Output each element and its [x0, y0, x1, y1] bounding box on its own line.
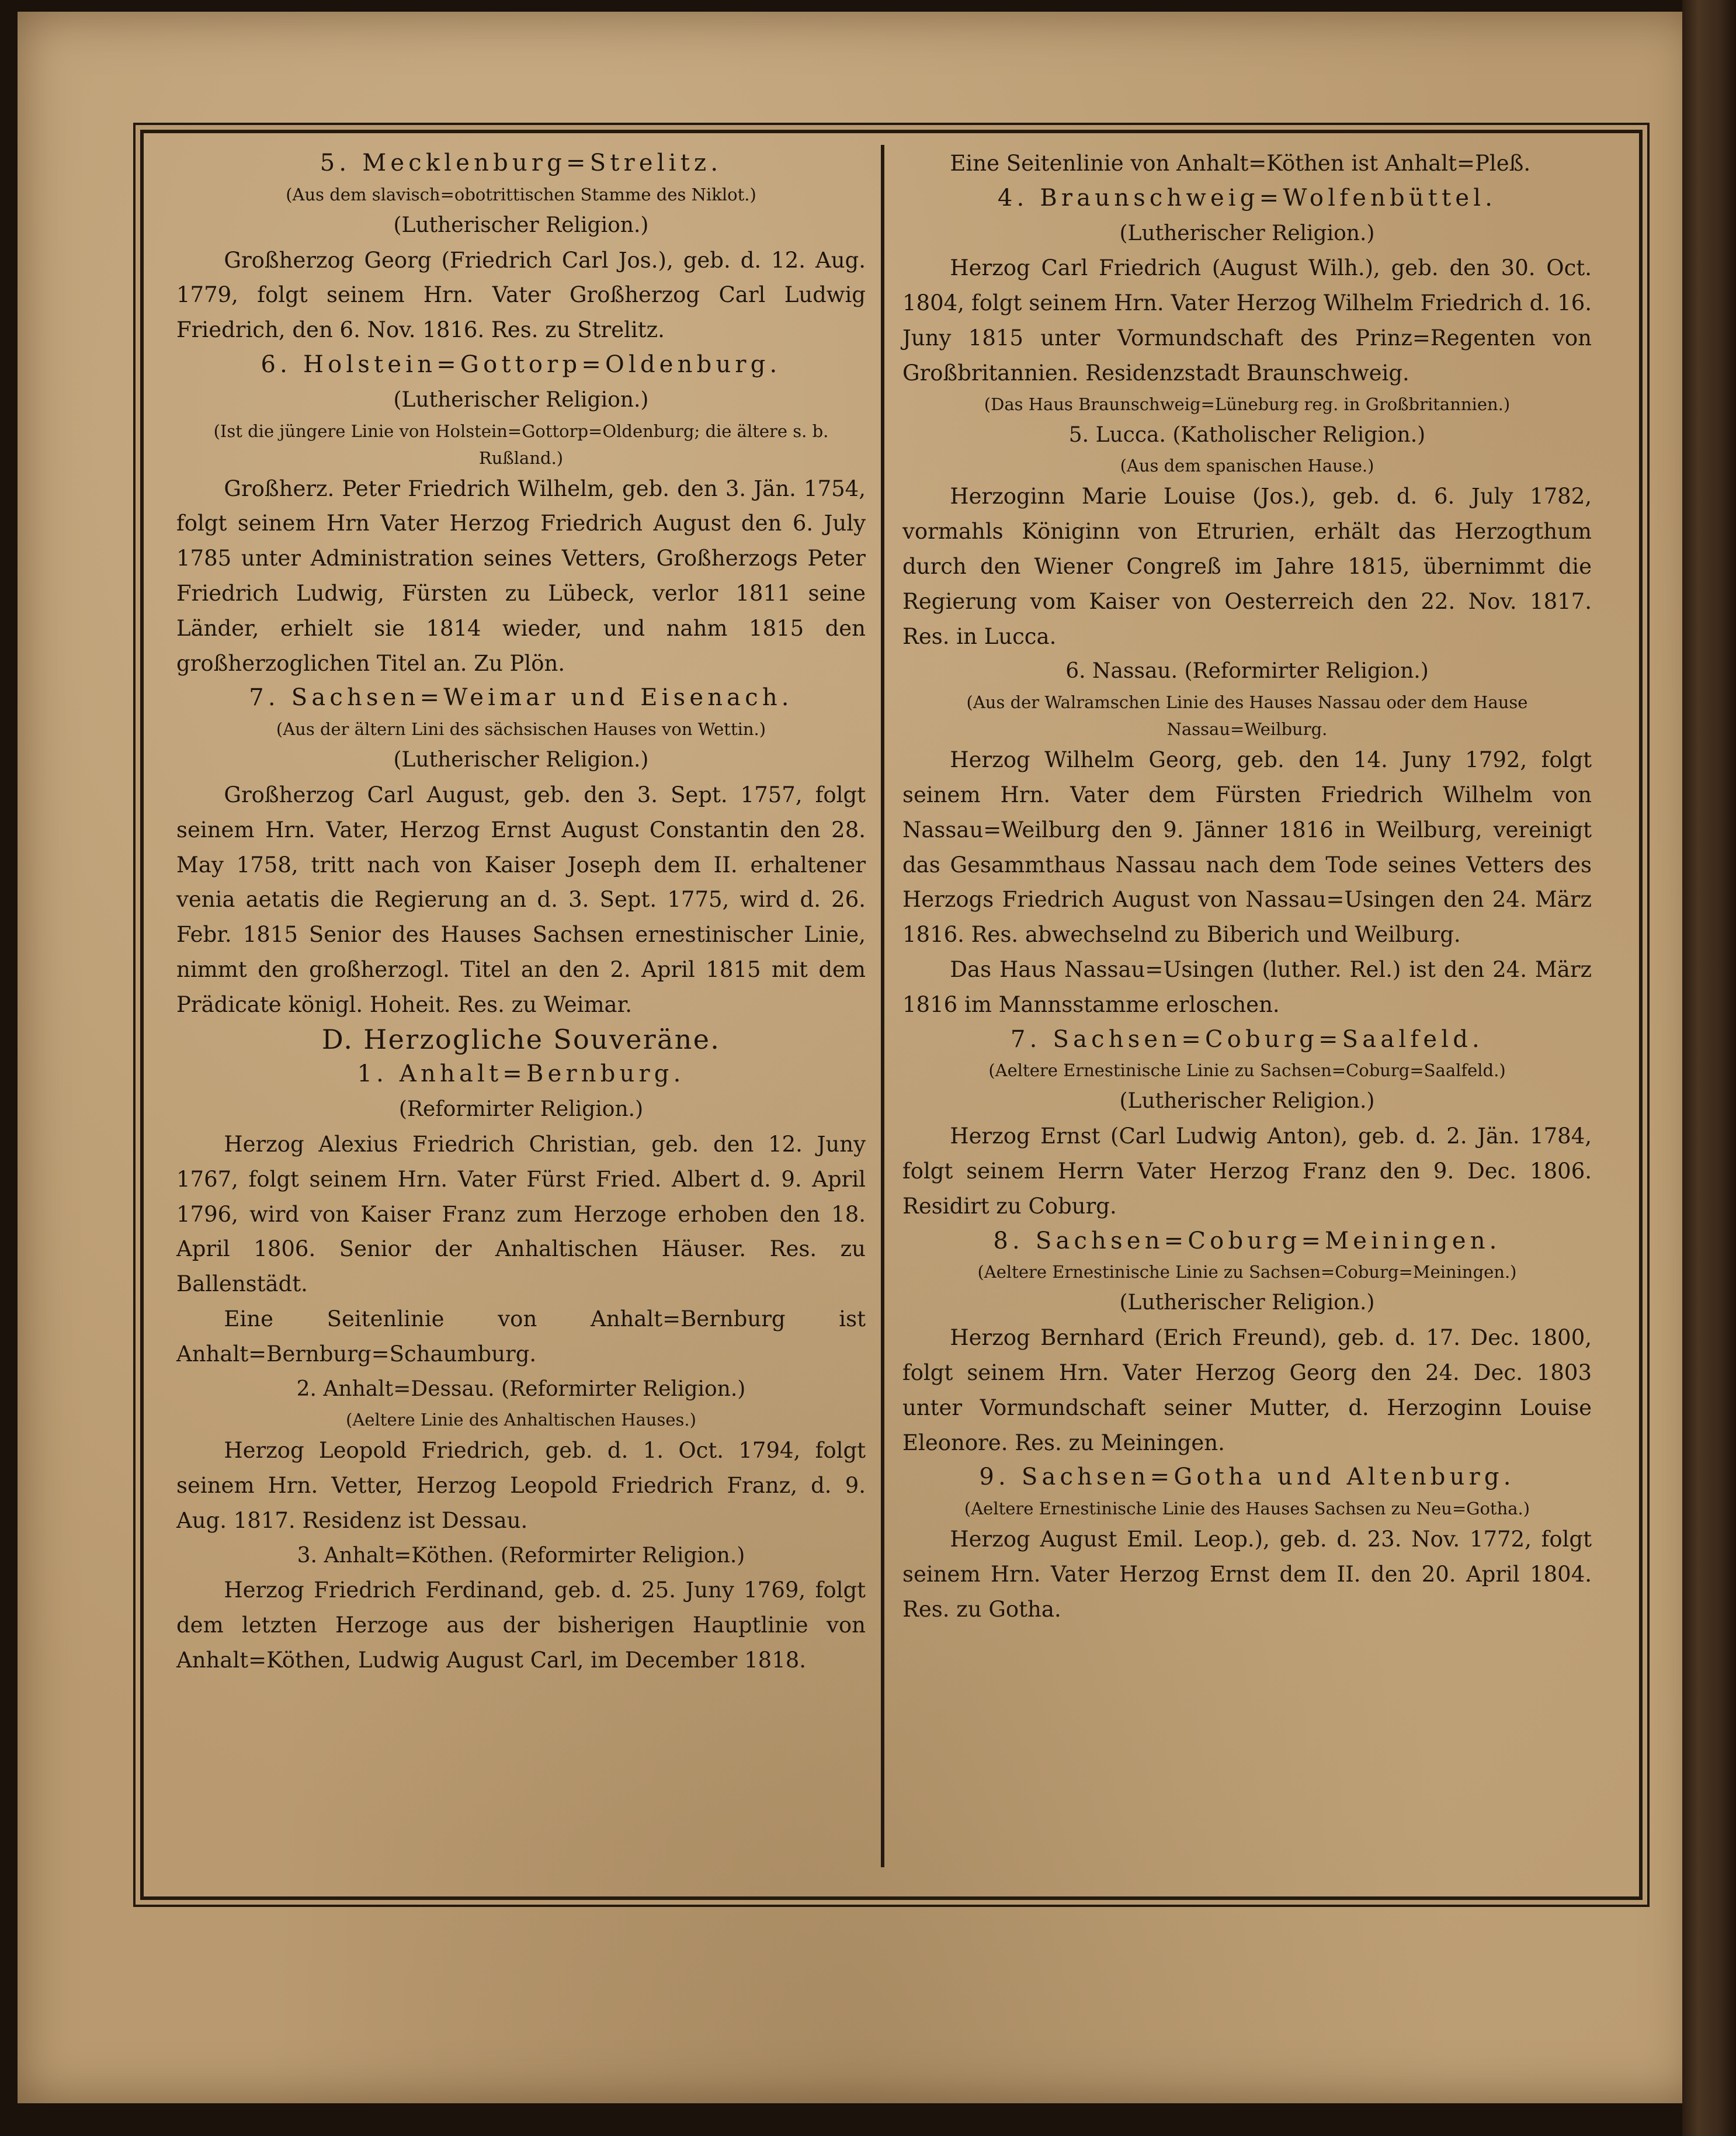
subnote: (Aeltere Ernestinische Linie zu Sachsen=Coburg=Meiningen.)	[977, 1262, 1517, 1282]
religion-note: (Lutherischer Religion.)	[1119, 1291, 1375, 1315]
section-heading: D. Herzogliche Souveräne.	[321, 1023, 721, 1055]
religion-note: (Lutherischer Religion.)	[1119, 221, 1375, 245]
heading: 2. Anhalt=Dessau. (Reformirter Religion.)	[296, 1376, 746, 1401]
entry-paragraph: Herzog Ernst (Carl Ludwig Anton), geb. d. 2. Jän. 1784, folgt seinem Herrn Vater Herzog Franz den 9. Dec. 1806. Residirt zu Coburg.	[902, 1124, 1592, 1219]
heading: 3. Anhalt=Köthen. (Reformirter Religion.)	[297, 1543, 745, 1568]
entry-paragraph: Herzog Alexius Friedrich Christian, geb. den 12. Juny 1767, folgt seinem Hrn. Vater Fürst Fried. Albert d. 9. April 1796, wird von Kaiser Franz zum Herzoge erhoben den 18. April 1806. Senior der Anhaltischen Häuser. Res. zu Ballenstädt.	[176, 1131, 866, 1297]
heading: 6. Holstein=Gottorp=Oldenburg.	[261, 351, 782, 378]
heading: 7. Sachsen=Coburg=Saalfeld.	[1011, 1025, 1484, 1053]
entry-paragraph: Großherz. Peter Friedrich Wilhelm, geb. den 3. Jän. 1754, folgt seinem Hrn Vater Herzog Friedrich August den 6. July 1785 unter Administration seines Vetters, Großherzogs Peter Friedrich Ludwig, Fürsten zu Lübeck, verlor 1811 seine Länder, erhielt sie 1814 wieder, und nahm 1815 den großherzoglichen Titel an. Zu Plön.	[176, 476, 866, 676]
book-spine	[1682, 0, 1736, 2136]
heading: 9. Sachsen=Gotha und Altenburg.	[979, 1464, 1515, 1491]
religion-note: (Lutherischer Religion.)	[1119, 1089, 1375, 1114]
entry-paragraph: Herzog Bernhard (Erich Freund), geb. d. 17. Dec. 1800, folgt seinem Hrn. Vater Herzog Georg den 24. Dec. 1803 unter Vormundschaft seiner Mutter, d. Herzoginn Louise Eleonore. Res. zu Meiningen.	[902, 1325, 1592, 1455]
column-divider	[881, 145, 884, 1867]
religion-note: (Lutherischer Religion.)	[393, 387, 649, 412]
heading: 5. Lucca. (Katholischer Religion.)	[1068, 422, 1426, 447]
entry-paragraph: Herzog Wilhelm Georg, geb. den 14. Juny 1792, folgt seinem Hrn. Vater dem Fürsten Friedrich Wilhelm von Nassau=Weilburg den 9. Jänner 1816 in Weilburg, vereinigt das Gesammthaus Nassau nach dem Tode seines Vetters des Herzogs Friedrich August von Nassau=Usingen den 24. März 1816. Res. abwechselnd zu Biberich und Weilburg.	[902, 747, 1592, 948]
right-column	[902, 146, 1592, 1870]
heading: 4. Braunschweig=Wolfenbüttel.	[997, 184, 1497, 211]
subnote: (Aus dem spanischen Hause.)	[1120, 456, 1374, 476]
left-column	[176, 146, 866, 1870]
entry-paragraph: Herzoginn Marie Louise (Jos.), geb. d. 6. July 1782, vormahls Königinn von Etrurien, erhält das Herzogthum durch den Wiener Congreß im Jahre 1815, übernimmt die Regierung vom Kaiser von Oesterreich den 22. Nov. 1817. Res. in Lucca.	[902, 484, 1592, 649]
entry-paragraph: Eine Seitenlinie von Anhalt=Köthen ist Anhalt=Pleß.	[950, 151, 1531, 176]
subnote: (Aeltere Linie des Anhaltischen Hauses.)	[346, 1410, 696, 1430]
heading: 5. Mecklenburg=Strelitz.	[320, 150, 723, 176]
religion-note: (Lutherischer Religion.)	[393, 748, 649, 772]
entry-paragraph: Großherzog Georg (Friedrich Carl Jos.), geb. d. 12. Aug. 1779, folgt seinem Hrn. Vater Großherzog Carl Ludwig Friedrich, den 6. Nov. 1816. Res. zu Strelitz.	[176, 247, 866, 343]
subnote: (Ist die jüngere Linie von Holstein=Gottorp=Oldenburg; die ältere s. b. Rußland.)	[213, 421, 829, 468]
subnote: (Aus der Walramschen Linie des Hauses Nassau oder dem Hause Nassau=Weilburg.	[966, 692, 1528, 740]
entry-paragraph: Großherzog Carl August, geb. den 3. Sept. 1757, folgt seinem Hrn. Vater, Herzog Ernst August Constantin den 28. May 1758, tritt nach von Kaiser Joseph dem II. erhaltener venia aetatis die Regierung an d. 3. Sept. 1775, wird d. 26. Febr. 1815 Senior des Hauses Sachsen ernestinischer Linie, nimmt den großherzogl. Titel an den 2. April 1815 mit dem Prädicate königl. Hoheit. Res. zu Weimar.	[176, 782, 866, 1017]
entry-paragraph: Herzog Friedrich Ferdinand, geb. d. 25. Juny 1769, folgt dem letzten Herzoge aus der bisherigen Hauptlinie von Anhalt=Köthen, Ludwig August Carl, im December 1818.	[176, 1577, 866, 1673]
subnote: (Aus der ältern Lini des sächsischen Hauses von Wettin.)	[276, 719, 766, 740]
subnote: (Aeltere Ernestinische Linie des Hauses Sachsen zu Neu=Gotha.)	[964, 1499, 1530, 1519]
heading: 6. Nassau. (Reformirter Religion.)	[1065, 659, 1429, 684]
entry-paragraph: Herzog Leopold Friedrich, geb. d. 1. Oct. 1794, folgt seinem Hrn. Vetter, Herzog Leopold Friedrich Franz, d. 9. Aug. 1817. Residenz ist Dessau.	[176, 1438, 866, 1533]
heading: 7. Sachsen=Weimar und Eisenach.	[249, 684, 793, 712]
subnote: (Aeltere Ernestinische Linie zu Sachsen=Coburg=Saalfeld.)	[988, 1060, 1506, 1081]
religion-note: (Reformirter Religion.)	[398, 1097, 644, 1122]
entry-paragraph: Eine Seitenlinie von Anhalt=Bernburg ist Anhalt=Bernburg=Schaumburg.	[176, 1306, 866, 1367]
entry-paragraph: Das Haus Nassau=Usingen (luther. Rel.) ist den 24. März 1816 im Mannsstamme erloschen.	[902, 956, 1592, 1017]
religion-note: (Lutherischer Religion.)	[393, 213, 649, 237]
heading: 1. Anhalt=Bernburg.	[357, 1060, 685, 1088]
subnote: (Aus dem slavisch=obotrittischen Stamme des Niklot.)	[286, 184, 756, 204]
subnote: (Das Haus Braunschweig=Lüneburg reg. in Großbritannien.)	[984, 394, 1511, 414]
heading: 8. Sachsen=Coburg=Meiningen.	[993, 1227, 1501, 1254]
entry-paragraph: Herzog August Emil. Leop.), geb. d. 23. Nov. 1772, folgt seinem Hrn. Vater Herzog Ernst dem II. den 20. April 1804. Res. zu Gotha.	[902, 1527, 1592, 1622]
entry-paragraph: Herzog Carl Friedrich (August Wilh.), geb. den 30. Oct. 1804, folgt seinem Hrn. Vater Herzog Wilhelm Friedrich d. 16. Juny 1815 unter Vormundschaft des Prinz=Regenten von Großbritannien. Residenzstadt Braunschweig.	[902, 255, 1592, 386]
